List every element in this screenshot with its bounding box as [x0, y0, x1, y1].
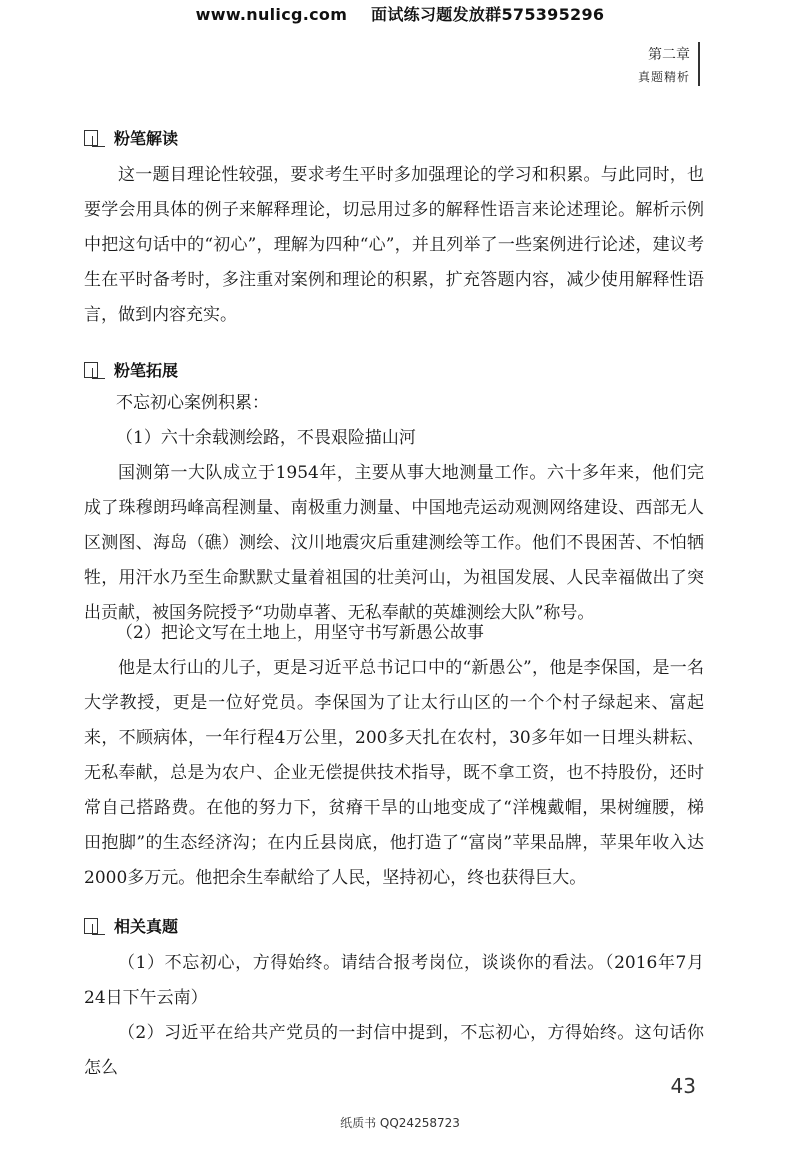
related-question-2: （2）习近平在给共产党员的一封信中提到，不忘初心，方得始终。这句话你怎么	[84, 1023, 704, 1078]
case2-body: 他是太行山的儿子，更是习近平总书记口中的“新愚公”，他是李保国，是一名大学教授，更是一位好党员。李保国为了让太行山区的一个个村子绿起来、富起来，不顾病体，一年行程4万公里，200多天扎在农村，30多年如一日埋头耕耘、无私奉献，总是为农户、企业无偿提供技术指导，既不拿工资，也不持股份，还时常自己搭路费。在他的努力下，贫瘠干旱的山地变成了“洋槐戴帽，果树缠腰，梯田抱脚”的生态经济沟；在内丘县岗底，他打造了“富岗”苹果品牌，苹果年收入达2000多万元。他把余生奉献给了人民，坚持初心，终也获得巨大。	[84, 658, 704, 888]
section-expand-title: 粉笔拓展	[114, 361, 179, 380]
reading-paragraph: 这一题目理论性较强，要求考生平时多加强理论的学习和积累。与此同时，也要学会用具体的例子来解释理论，切忌用过多的解释性语言来论述理论。解析示例中把这句话中的“初心”，理解为四种“心”，并且列举了一些案例进行论述，建议考生在平时备考时，多注重对案例和理论的积累，扩充答题内容，减少使用解释性语言，做到内容充实。	[84, 165, 704, 325]
related-question-1: （1）不忘初心，方得始终。请结合报考岗位，谈谈你的看法。（2016年7月24日下午云南）	[84, 953, 704, 1008]
section-reading-title: 粉笔解读	[114, 129, 179, 148]
chapter-title: 第二章	[648, 47, 690, 63]
case1-title: （1）六十余载测绘路，不畏艰险描山河	[116, 428, 416, 448]
section-related-heading	[84, 914, 178, 937]
banner-url: www.nulicg.com	[195, 5, 348, 24]
chapter-header	[638, 44, 690, 88]
banner-group: 面试练习题发放群575395296	[371, 5, 605, 24]
chapter-rule	[698, 42, 700, 86]
top-banner	[0, 2, 800, 25]
section-reading-heading	[84, 126, 178, 149]
section-icon	[84, 360, 106, 380]
case2-title: （2）把论文写在土地上，用坚守书写新愚公故事	[116, 623, 484, 643]
section-expand-heading	[84, 358, 178, 381]
section-icon	[84, 128, 106, 148]
page-number: 43	[670, 1074, 696, 1098]
section-icon	[84, 916, 106, 936]
footer-note: 纸质书 QQ24258723	[340, 1116, 460, 1130]
case1-body: 国测第一大队成立于1954年，主要从事大地测量工作。六十多年来，他们完成了珠穆朗玛峰高程测量、南极重力测量、中国地壳运动观测网络建设、西部无人区测图、海岛（礁）测绘、汶川地震灾后重建测绘等工作。他们不畏困苦、不怕牺牲，用汗水乃至生命默默丈量着祖国的壮美河山，为祖国发展、人民幸福做出了突出贡献，被国务院授予“功勋卓著、无私奉献的英雄测绘大队”称号。	[84, 463, 704, 623]
section-related-title: 相关真题	[114, 917, 179, 936]
expand-intro: 不忘初心案例积累：	[116, 393, 269, 413]
chapter-subtitle: 真题精析	[637, 70, 690, 84]
